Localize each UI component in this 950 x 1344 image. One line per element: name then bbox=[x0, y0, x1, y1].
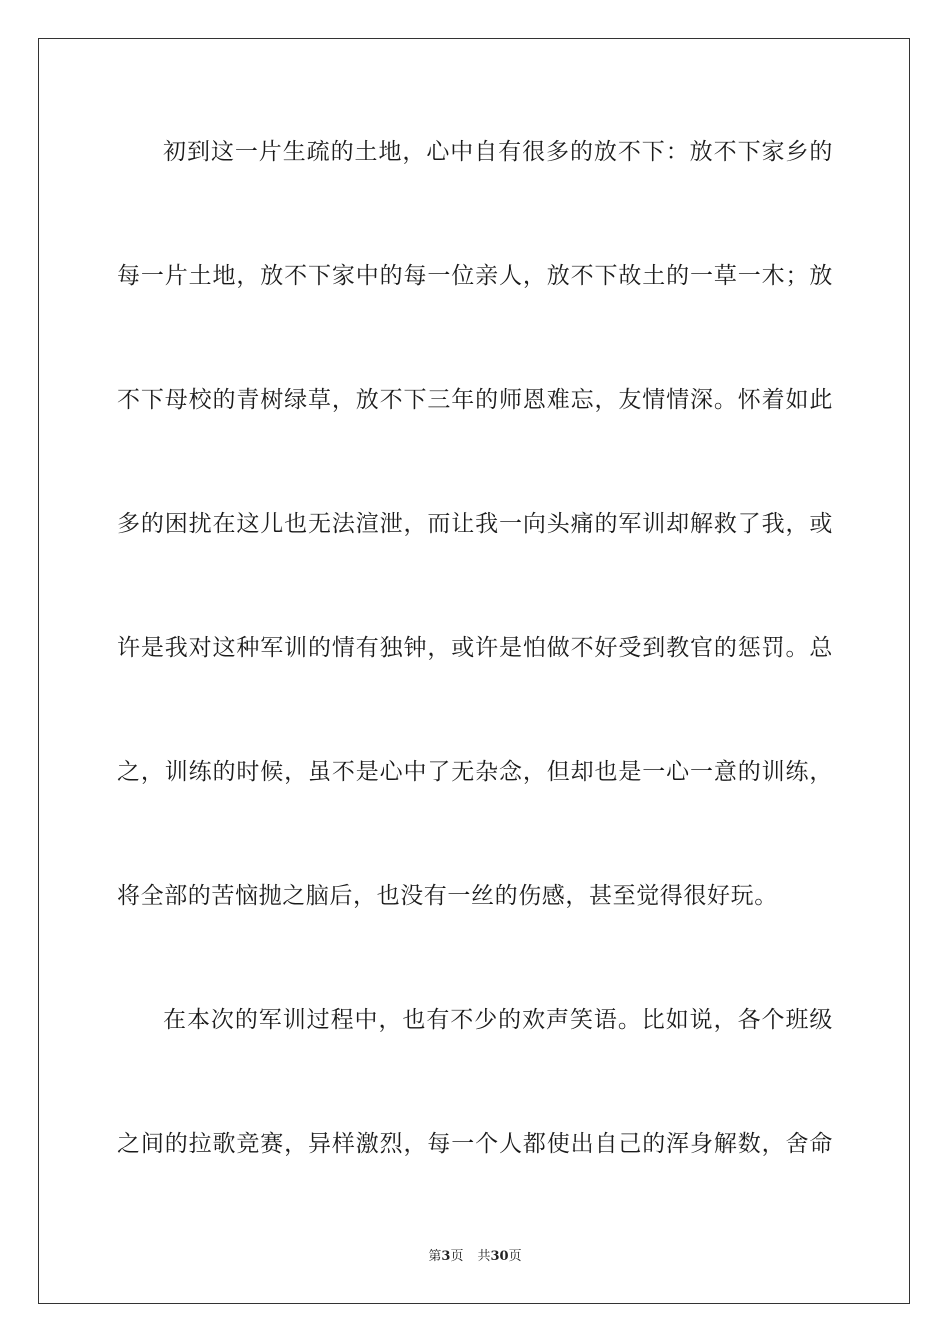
paragraph-1-line-1: 初到这一片生疏的土地，心中自有很多的放不下：放不下家乡的 bbox=[163, 139, 833, 165]
page-prefix: 第 bbox=[428, 1249, 442, 1264]
page-total-number: 30 bbox=[490, 1249, 509, 1264]
paragraph-1-line-7: 将全部的苦恼抛之脑后，也没有一丝的伤感，甚至觉得很好玩。 bbox=[117, 883, 778, 909]
paragraph-1-line-4: 多的困扰在这儿也无法渲泄，而让我一向头痛的军训却解救了我，或 bbox=[117, 511, 833, 537]
paragraph-2-line-2: 之间的拉歌竞赛，异样激烈，每一个人都使出自己的浑身解数，舍命 bbox=[117, 1131, 833, 1157]
paragraph-1-line-3: 不下母校的青树绿草，放不下三年的师恩难忘，友情情深。怀着如此 bbox=[117, 387, 833, 413]
total-prefix: 共 bbox=[477, 1249, 491, 1264]
page-footer bbox=[0, 1248, 950, 1266]
paragraph-1-line-6: 之，训练的时候，虽不是心中了无杂念，但却也是一心一意的训练， bbox=[117, 759, 833, 785]
paragraph-2-line-1: 在本次的军训过程中，也有不少的欢声笑语。比如说，各个班级 bbox=[163, 1007, 833, 1033]
page-border bbox=[38, 38, 910, 1304]
paragraph-1-line-2: 每一片土地，放不下家中的每一位亲人，放不下故土的一草一木；放 bbox=[117, 263, 833, 289]
page-current-number: 3 bbox=[441, 1249, 451, 1264]
total-suffix: 页 bbox=[508, 1249, 522, 1264]
paragraph-1-line-5: 许是我对这种军训的情有独钟，或许是怕做不好受到教官的惩罚。总 bbox=[117, 635, 833, 661]
page-suffix: 页 bbox=[450, 1249, 464, 1264]
